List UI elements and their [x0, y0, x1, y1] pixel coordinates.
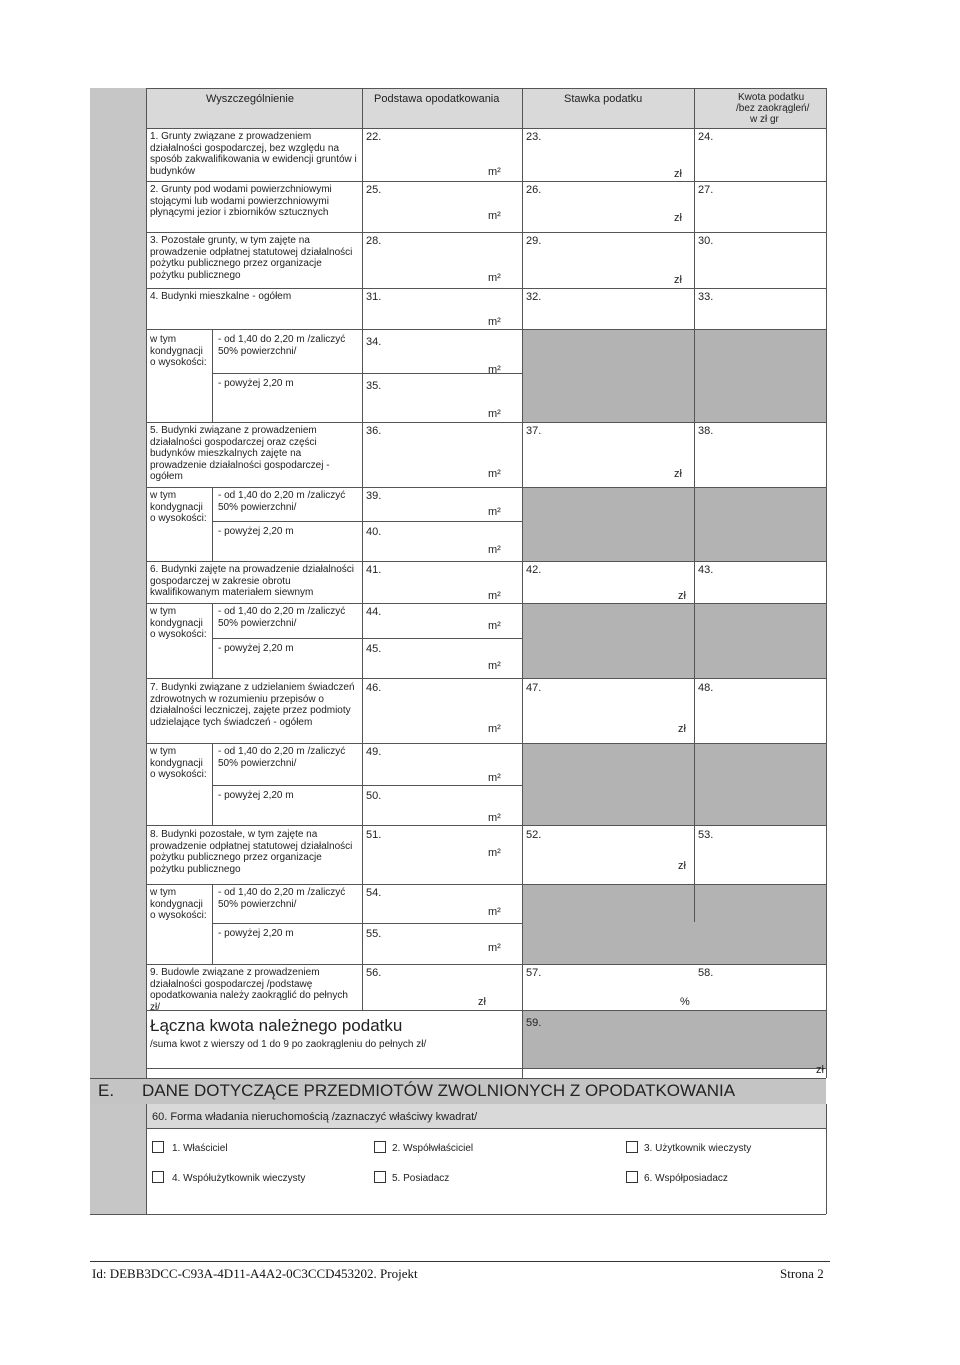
checkbox-co-perpetual-user[interactable] — [152, 1171, 164, 1183]
field-number: 37. — [526, 425, 542, 437]
field-number: 38. — [698, 425, 714, 437]
field-number: 34. — [366, 336, 382, 348]
unit-zl: zł — [674, 468, 682, 480]
unit-m2: m² — [488, 316, 501, 328]
field-number: 31. — [366, 291, 382, 303]
field-number: 23. — [526, 131, 542, 143]
field-number: 30. — [698, 235, 714, 247]
unit-m2: m² — [488, 942, 501, 954]
option-co-possessor: 6. Współposiadacz — [644, 1173, 728, 1184]
shaded-cell — [522, 329, 826, 422]
row-4-description: 4. Budynki mieszkalne - ogółem — [150, 291, 292, 302]
left-margin-strip — [90, 1104, 146, 1214]
field-number: 22. — [366, 131, 382, 143]
total-subtitle: /suma kwot z wierszy od 1 do 9 po zaokrągleniu do pełnych zł/ — [150, 1039, 427, 1050]
question-60: 60. Forma władania nieruchomością /zaznaczyć właściwy kwadrat/ — [152, 1111, 478, 1123]
unit-zl: zł — [816, 1064, 824, 1076]
unit-m2: m² — [488, 723, 501, 735]
row-4-subrow-1: - od 1,40 do 2,20 m /zaliczyć 50% powierzchni/ — [218, 334, 346, 357]
left-margin-strip — [90, 88, 146, 1078]
field-number: 41. — [366, 564, 382, 576]
section-e-title: DANE DOTYCZĄCE PRZEDMIOTÓW ZWOLNIONYCH Z OPODATKOWANIA — [142, 1081, 736, 1100]
page-number: Strona 2 — [780, 1266, 824, 1281]
header-tax-base: Podstawa opodatkowania — [374, 93, 500, 105]
field-number: 27. — [698, 184, 714, 196]
unit-m2: m² — [488, 620, 501, 632]
shaded-cell — [522, 884, 826, 964]
header-tax-amount: Kwota podatku — [738, 92, 805, 103]
option-possessor: 5. Posiadacz — [392, 1173, 450, 1184]
row-4-subrow-2: - powyżej 2,20 m — [218, 378, 294, 389]
checkbox-co-owner[interactable] — [374, 1141, 386, 1153]
row-7-subrow-label: w tym kondygnacji o wysokości: — [150, 746, 207, 780]
row-7-subrow-2: - powyżej 2,20 m — [218, 790, 294, 801]
option-perpetual-user: 3. Użytkownik wieczysty — [644, 1143, 752, 1154]
document-id: Id: DEBB3DCC-C93A-4D11-A4A2-0C3CCD453202. Projekt — [92, 1266, 418, 1281]
unit-zl: zł — [674, 274, 682, 286]
checkbox-possessor[interactable] — [374, 1171, 386, 1183]
row-1-description: 1. Grunty związane z prowadzeniem działalności gospodarczej, bez względu na sposób zakwalifikowania w ewidencji gruntów i budynków — [150, 131, 357, 177]
field-number: 46. — [366, 682, 382, 694]
field-number: 56. — [366, 967, 382, 979]
field-number: 48. — [698, 682, 714, 694]
row-7-description: 7. Budynki związane z udzielaniem świadczeń zdrowotnych w rozumieniu przepisów o działalności leczniczej, zajęte przez podmioty udzielające tych świadczeń - ogółem — [150, 682, 355, 728]
shaded-cell — [522, 743, 826, 825]
field-number: 29. — [526, 235, 542, 247]
field-number: 55. — [366, 928, 382, 940]
field-number: 47. — [526, 682, 542, 694]
checkbox-co-possessor[interactable] — [626, 1171, 638, 1183]
unit-m2: m² — [488, 812, 501, 824]
field-number: 40. — [366, 526, 382, 538]
field-number: 49. — [366, 746, 382, 758]
unit-m2: m² — [488, 506, 501, 518]
unit-zl: zł — [478, 996, 486, 1008]
shaded-cell — [522, 487, 826, 561]
row-8-subrow-1: - od 1,40 do 2,20 m /zaliczyć 50% powierzchni/ — [218, 887, 346, 910]
option-co-owner: 2. Współwłaściciel — [392, 1143, 474, 1154]
header-specification: Wyszczególnienie — [206, 93, 294, 105]
unit-m2: m² — [488, 210, 501, 222]
unit-m2: m² — [488, 364, 501, 376]
row-5-subrow-1: - od 1,40 do 2,20 m /zaliczyć 50% powierzchni/ — [218, 490, 346, 513]
row-5-description: 5. Budynki związane z prowadzeniem działalności gospodarczej oraz części budynków mieszkalnych zajęte na prowadzenie działalności gospodarczej - ogółem — [150, 425, 330, 482]
field-number: 26. — [526, 184, 542, 196]
checkbox-owner[interactable] — [152, 1141, 164, 1153]
row-6-subrow-2: - powyżej 2,20 m — [218, 643, 294, 654]
unit-zl: zł — [674, 168, 682, 180]
row-8-description: 8. Budynki pozostałe, w tym zajęte na prowadzenie odpłatnej statutowej działalności pożytku publicznego przez organizacje pożytku publicznego — [150, 829, 353, 875]
total-title: Łączna kwota należnego podatku — [150, 1016, 403, 1035]
unit-zl: zł — [678, 723, 686, 735]
field-number: 54. — [366, 887, 382, 899]
row-3-description: 3. Pozostałe grunty, w tym zajęte na prowadzenie odpłatnej statutowej działalności pożytku publicznego przez organizacje pożytku publicznego — [150, 235, 353, 281]
row-6-subrow-label: w tym kondygnacji o wysokości: — [150, 606, 207, 640]
unit-m2: m² — [488, 847, 501, 859]
row-8-subrow-2: - powyżej 2,20 m — [218, 928, 294, 939]
unit-m2: m² — [488, 544, 501, 556]
field-number: 59. — [526, 1017, 542, 1029]
field-number: 33. — [698, 291, 714, 303]
unit-percent: % — [680, 996, 690, 1008]
row-6-subrow-1: - od 1,40 do 2,20 m /zaliczyć 50% powierzchni/ — [218, 606, 346, 629]
field-number: 44. — [366, 606, 382, 618]
row-9-description: 9. Budowle związane z prowadzeniem działalności gospodarczej /podstawę opodatkowania należy zaokrąglić do pełnych zł/ — [150, 967, 348, 1013]
option-owner: 1. Właściciel — [172, 1143, 228, 1154]
row-5-subrow-label: w tym kondygnacji o wysokości: — [150, 490, 207, 524]
row-7-subrow-1: - od 1,40 do 2,20 m /zaliczyć 50% powierzchni/ — [218, 746, 346, 769]
field-number: 53. — [698, 829, 714, 841]
unit-zl: zł — [678, 590, 686, 602]
row-5-subrow-2: - powyżej 2,20 m — [218, 526, 294, 537]
header-tax-rate: Stawka podatku — [564, 93, 643, 105]
row-4-subrow-label: w tym kondygnacji o wysokości: — [150, 334, 207, 368]
row-6-description: 6. Budynki zajęte na prowadzenie działalności gospodarczej w zakresie obrotu kwalifikowanym materiałem siewnym — [150, 564, 355, 598]
field-number: 39. — [366, 490, 382, 502]
field-number: 28. — [366, 235, 382, 247]
field-number: 24. — [698, 131, 714, 143]
option-co-perpetual-user: 4. Współużytkownik wieczysty — [172, 1173, 306, 1184]
field-number: 35. — [366, 380, 382, 392]
field-number: 57. — [526, 967, 542, 979]
unit-zl: zł — [678, 860, 686, 872]
unit-m2: m² — [488, 590, 501, 602]
field-number: 25. — [366, 184, 382, 196]
unit-m2: m² — [488, 408, 501, 420]
row-8-subrow-label: w tym kondygnacji o wysokości: — [150, 887, 207, 921]
checkbox-perpetual-user[interactable] — [626, 1141, 638, 1153]
field-number: 58. — [698, 967, 714, 979]
shaded-cell — [522, 603, 826, 678]
shaded-cell — [522, 1010, 826, 1068]
unit-zl: zł — [674, 212, 682, 224]
unit-m2: m² — [488, 272, 501, 284]
unit-m2: m² — [488, 660, 501, 672]
unit-m2: m² — [488, 468, 501, 480]
field-number: 32. — [526, 291, 542, 303]
field-number: 52. — [526, 829, 542, 841]
section-e-letter: E. — [98, 1081, 115, 1100]
field-number: 42. — [526, 564, 542, 576]
unit-m2: m² — [488, 772, 501, 784]
field-number: 45. — [366, 643, 382, 655]
field-number: 43. — [698, 564, 714, 576]
unit-m2: m² — [488, 906, 501, 918]
field-number: 51. — [366, 829, 382, 841]
header-tax-amount-units: w zł gr — [750, 114, 779, 125]
unit-m2: m² — [488, 166, 501, 178]
field-number: 50. — [366, 790, 382, 802]
field-number: 36. — [366, 425, 382, 437]
header-tax-amount-note: /bez zaokrągleń/ — [736, 103, 810, 114]
row-2-description: 2. Grunty pod wodami powierzchniowymi stojącymi lub wodami powierzchniowymi płynącymi jezior i zbiorników sztucznych — [150, 184, 332, 218]
footer-rule — [90, 1261, 830, 1262]
